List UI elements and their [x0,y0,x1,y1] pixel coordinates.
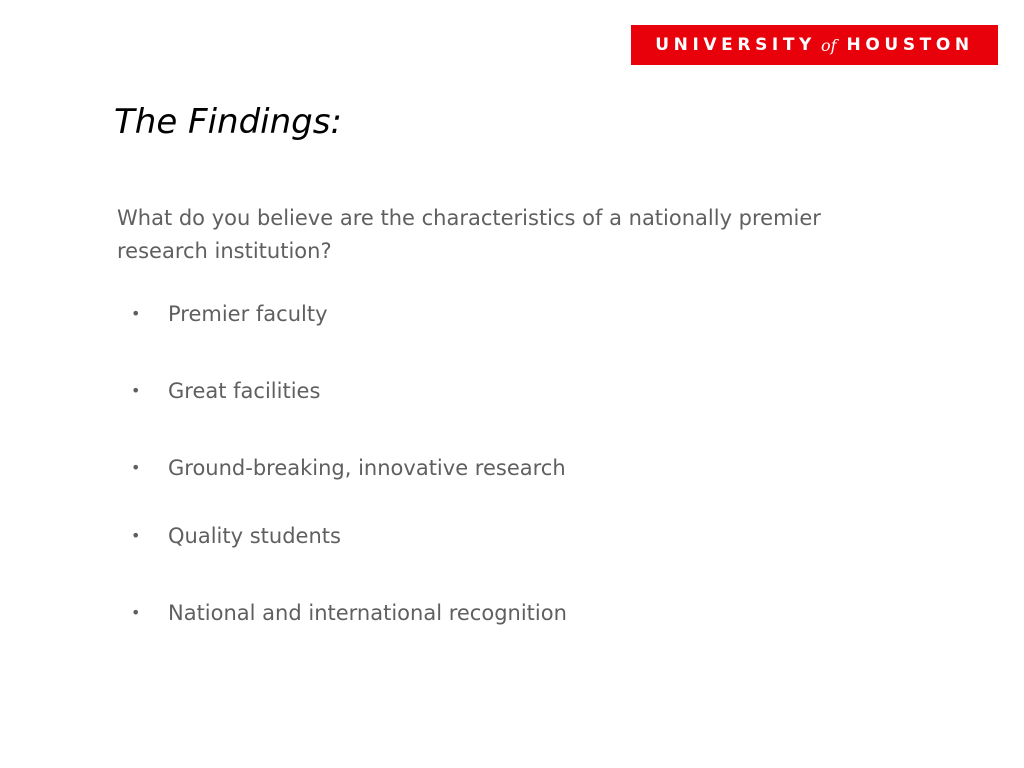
question-text: What do you believe are the characteristics of a nationally premier research institution? [117,206,821,263]
bullet-item [131,299,831,329]
bullet-dot-icon: • [131,603,141,622]
logo-university-text: UNIVERSITY [655,35,816,55]
bullet-text: National and international recognition [168,601,567,625]
bullet-text: Ground-breaking, innovative research [168,456,566,480]
bullet-item [131,453,831,483]
bullet-dot-icon: • [131,526,141,545]
bullet-item [131,376,831,406]
bullet-text: Premier faculty [168,302,328,326]
slide-title: The Findings: [114,102,342,142]
bullet-dot-icon: • [131,381,141,400]
logo-houston-text: HOUSTON [846,35,974,55]
bullet-dot-icon: • [131,458,141,477]
bullet-dot-icon: • [131,304,141,323]
bullet-text: Great facilities [168,379,321,403]
bullet-item [131,521,831,551]
logo-of-text: of [820,35,837,55]
bullet-item [131,598,831,628]
university-of-houston-logo [631,25,998,65]
bullet-text: Quality students [168,524,341,548]
